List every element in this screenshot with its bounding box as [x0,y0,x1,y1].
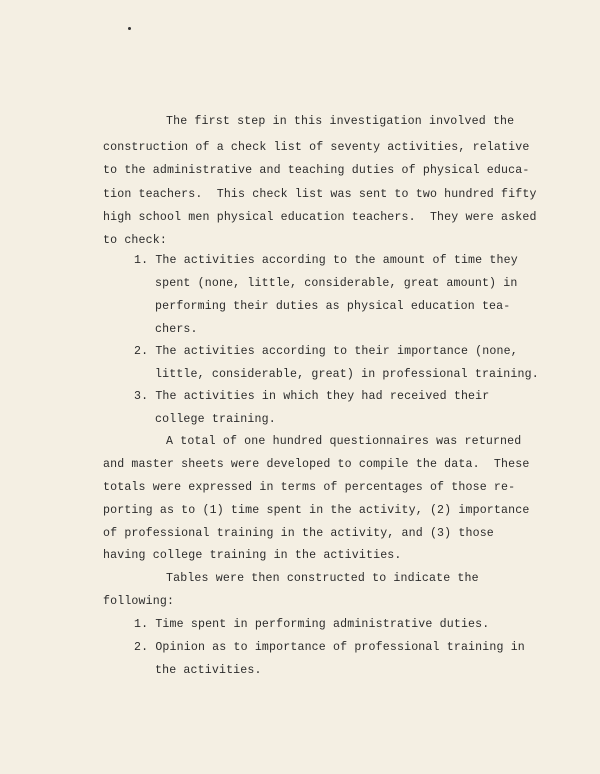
list-item-line: spent (none, little, considerable, great amount) in [155,277,518,290]
list-item-line: performing their duties as physical education tea- [155,300,511,313]
text-line: tion teachers. This check list was sent to two hundred fifty [103,188,537,201]
list-item-line: 1. Time spent in performing administrative duties. [134,618,490,631]
text-line: porting as to (1) time spent in the activity, (2) importance [103,504,530,517]
text-line: Tables were then constructed to indicate the [166,572,479,585]
list-item-line: 1. The activities according to the amount of time they [134,254,518,267]
text-line: having college training in the activities. [103,549,402,562]
list-item-line: little, considerable, great) in professional training. [155,368,539,381]
text-line: high school men physical education teachers. They were asked [103,211,537,224]
list-item-line: 2. Opinion as to importance of professional training in [134,641,525,654]
list-item-line: 3. The activities in which they had received their [134,390,490,403]
text-line: of professional training in the activity, and (3) those [103,527,494,540]
text-line: and master sheets were developed to compile the data. These [103,458,530,471]
text-line: construction of a check list of seventy activities, relative [103,141,530,154]
text-line: The first step in this investigation involved the [166,115,515,128]
text-line: to the administrative and teaching duties of physical educa- [103,164,530,177]
text-line: A total of one hundred questionnaires was returned [166,435,522,448]
list-item-line: college training. [155,413,276,426]
list-item-line: chers. [155,323,198,336]
text-line: totals were expressed in terms of percentages of those re- [103,481,516,494]
text-line: following: [103,595,175,608]
list-item-line: 2. The activities according to their importance (none, [134,345,518,358]
list-item-line: the activities. [155,664,262,677]
text-line: to check: [103,234,167,247]
